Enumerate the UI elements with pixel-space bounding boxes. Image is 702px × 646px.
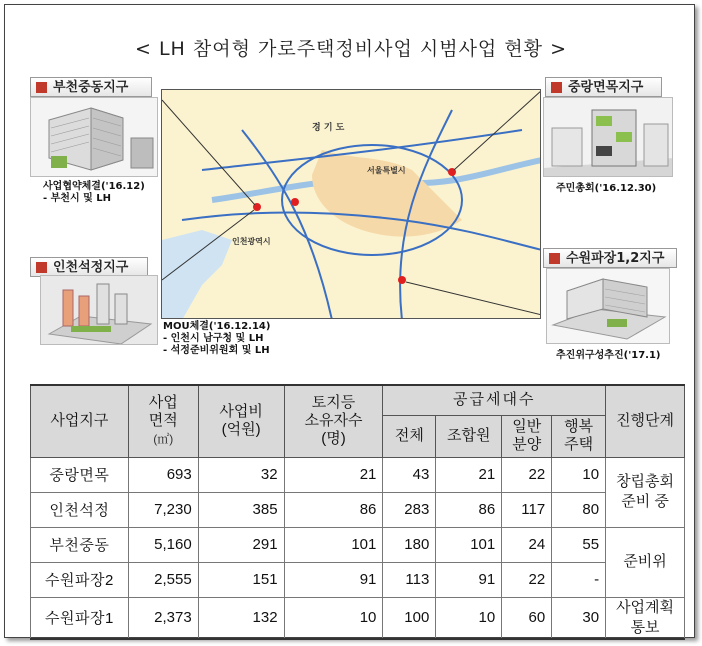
label-suwon <box>543 248 677 268</box>
cell-cost: 151 <box>198 562 284 597</box>
label-jungnang-text: 중랑면목지구 <box>568 80 644 95</box>
header-owners-l1: 토지등 <box>311 394 356 412</box>
page-title: < LH 참여형 가로주택정비사업 시범사업 현황 > <box>135 38 567 60</box>
note-bucheon-1: 사업협약체결('16.12) <box>43 181 145 192</box>
photo-jungnang <box>543 97 673 177</box>
cell-area: 693 <box>128 457 198 492</box>
cell-stage-3 <box>606 597 685 639</box>
header-cost-l2: (억원) <box>221 421 261 439</box>
stage-3-l2: 통보 <box>630 618 660 636</box>
header-happy <box>552 415 606 457</box>
stage-3-l1: 사업계획 <box>616 598 675 616</box>
map-graphic <box>162 90 541 319</box>
table-row <box>31 597 685 639</box>
photo-incheon <box>40 275 158 345</box>
cell-union: 86 <box>436 492 502 527</box>
cell-union: 101 <box>436 527 502 562</box>
cell-general: 22 <box>502 457 552 492</box>
cell-union: 10 <box>436 597 502 639</box>
photo-suwon <box>546 268 670 344</box>
photo-bucheon <box>30 97 158 177</box>
header-owners-l2: 소유자수 <box>304 412 363 430</box>
cell-district: 부천중동 <box>31 527 129 562</box>
stage-1-l1: 창립총회 <box>616 473 675 490</box>
cell-owners: 21 <box>284 457 383 492</box>
cell-happy: 10 <box>552 457 606 492</box>
cell-general: 117 <box>502 492 552 527</box>
cell-cost: 32 <box>198 457 284 492</box>
cell-total: 43 <box>383 457 436 492</box>
cell-district: 인천석정 <box>31 492 129 527</box>
header-supply: 공급세대수 <box>383 385 606 415</box>
header-owners <box>284 385 383 457</box>
cell-happy: 55 <box>552 527 606 562</box>
status-table <box>30 384 685 640</box>
label-incheon <box>30 257 148 277</box>
cell-owners: 101 <box>284 527 383 562</box>
cell-area: 5,160 <box>128 527 198 562</box>
cell-district: 중랑면목 <box>31 457 129 492</box>
map-label-gyeonggi: 경 기 도 <box>312 123 345 133</box>
cell-stage-1 <box>606 457 685 527</box>
cell-general: 24 <box>502 527 552 562</box>
map-label-seoul: 서울특별시 <box>367 166 406 175</box>
header-area-l2: 면적 <box>148 412 178 430</box>
note-jungnang-1: 주민총회('16.12.30) <box>556 183 657 194</box>
cell-owners: 86 <box>284 492 383 527</box>
label-bucheon <box>30 77 152 97</box>
label-jungnang <box>545 77 662 97</box>
table-row <box>31 457 685 492</box>
cell-total: 283 <box>383 492 436 527</box>
note-suwon-1: 추진위구성추진('17.1) <box>556 350 661 361</box>
cell-area: 2,373 <box>128 597 198 639</box>
cell-union: 21 <box>436 457 502 492</box>
cell-happy: - <box>552 562 606 597</box>
table-row <box>31 492 685 527</box>
cell-cost: 385 <box>198 492 284 527</box>
cell-total: 100 <box>383 597 436 639</box>
cell-happy: 30 <box>552 597 606 639</box>
note-bucheon-2: - 부천시 및 LH <box>43 193 111 204</box>
label-bucheon-text: 부천중동지구 <box>53 80 129 95</box>
cell-cost: 291 <box>198 527 284 562</box>
note-incheon-1: MOU체결('16.12.14) <box>163 321 271 332</box>
cell-owners: 10 <box>284 597 383 639</box>
cell-stage-2: 준비위 <box>606 527 685 597</box>
header-happy-l2: 주택 <box>564 436 594 453</box>
marker-square <box>551 82 562 93</box>
table-row <box>31 527 685 562</box>
header-stage: 진행단계 <box>606 385 685 457</box>
note-incheon-2: - 인천시 남구청 및 LH <box>163 333 264 344</box>
marker-square <box>549 253 560 264</box>
cell-general: 60 <box>502 597 552 639</box>
cell-total: 113 <box>383 562 436 597</box>
building-illustration-incheon <box>41 276 158 345</box>
header-owners-l3: (명) <box>321 430 346 448</box>
table-row <box>31 562 685 597</box>
cell-union: 91 <box>436 562 502 597</box>
cell-total: 180 <box>383 527 436 562</box>
header-happy-l1: 행복 <box>564 418 594 435</box>
cell-area: 2,555 <box>128 562 198 597</box>
header-general-l2: 분양 <box>512 436 542 453</box>
cell-cost: 132 <box>198 597 284 639</box>
cell-owners: 91 <box>284 562 383 597</box>
cell-area: 7,230 <box>128 492 198 527</box>
header-area <box>128 385 198 457</box>
header-area-l1: 사업 <box>148 394 178 412</box>
label-suwon-text: 수원파장1,2지구 <box>566 251 665 266</box>
building-illustration-jungnang <box>544 98 673 177</box>
header-union: 조합원 <box>436 415 502 457</box>
cell-happy: 80 <box>552 492 606 527</box>
label-incheon-text: 인천석정지구 <box>53 260 129 275</box>
header-area-unit: (㎡) <box>153 432 174 447</box>
cell-district: 수원파장2 <box>31 562 129 597</box>
header-general-l1: 일반 <box>512 418 542 435</box>
header-cost-l1: 사업비 <box>219 403 263 421</box>
note-incheon-3: - 석정준비위원회 및 LH <box>163 345 270 356</box>
header-general <box>502 415 552 457</box>
stage-1-l2: 준비 중 <box>621 493 669 510</box>
cell-district: 수원파장1 <box>31 597 129 639</box>
building-illustration-bucheon <box>31 98 158 177</box>
location-map <box>161 89 541 319</box>
marker-square <box>36 82 47 93</box>
header-cost <box>198 385 284 457</box>
map-label-incheon: 인천광역시 <box>232 237 271 246</box>
header-district: 사업지구 <box>31 385 129 457</box>
marker-square <box>36 262 47 273</box>
header-total: 전체 <box>383 415 436 457</box>
building-illustration-suwon <box>547 269 670 344</box>
cell-general: 22 <box>502 562 552 597</box>
